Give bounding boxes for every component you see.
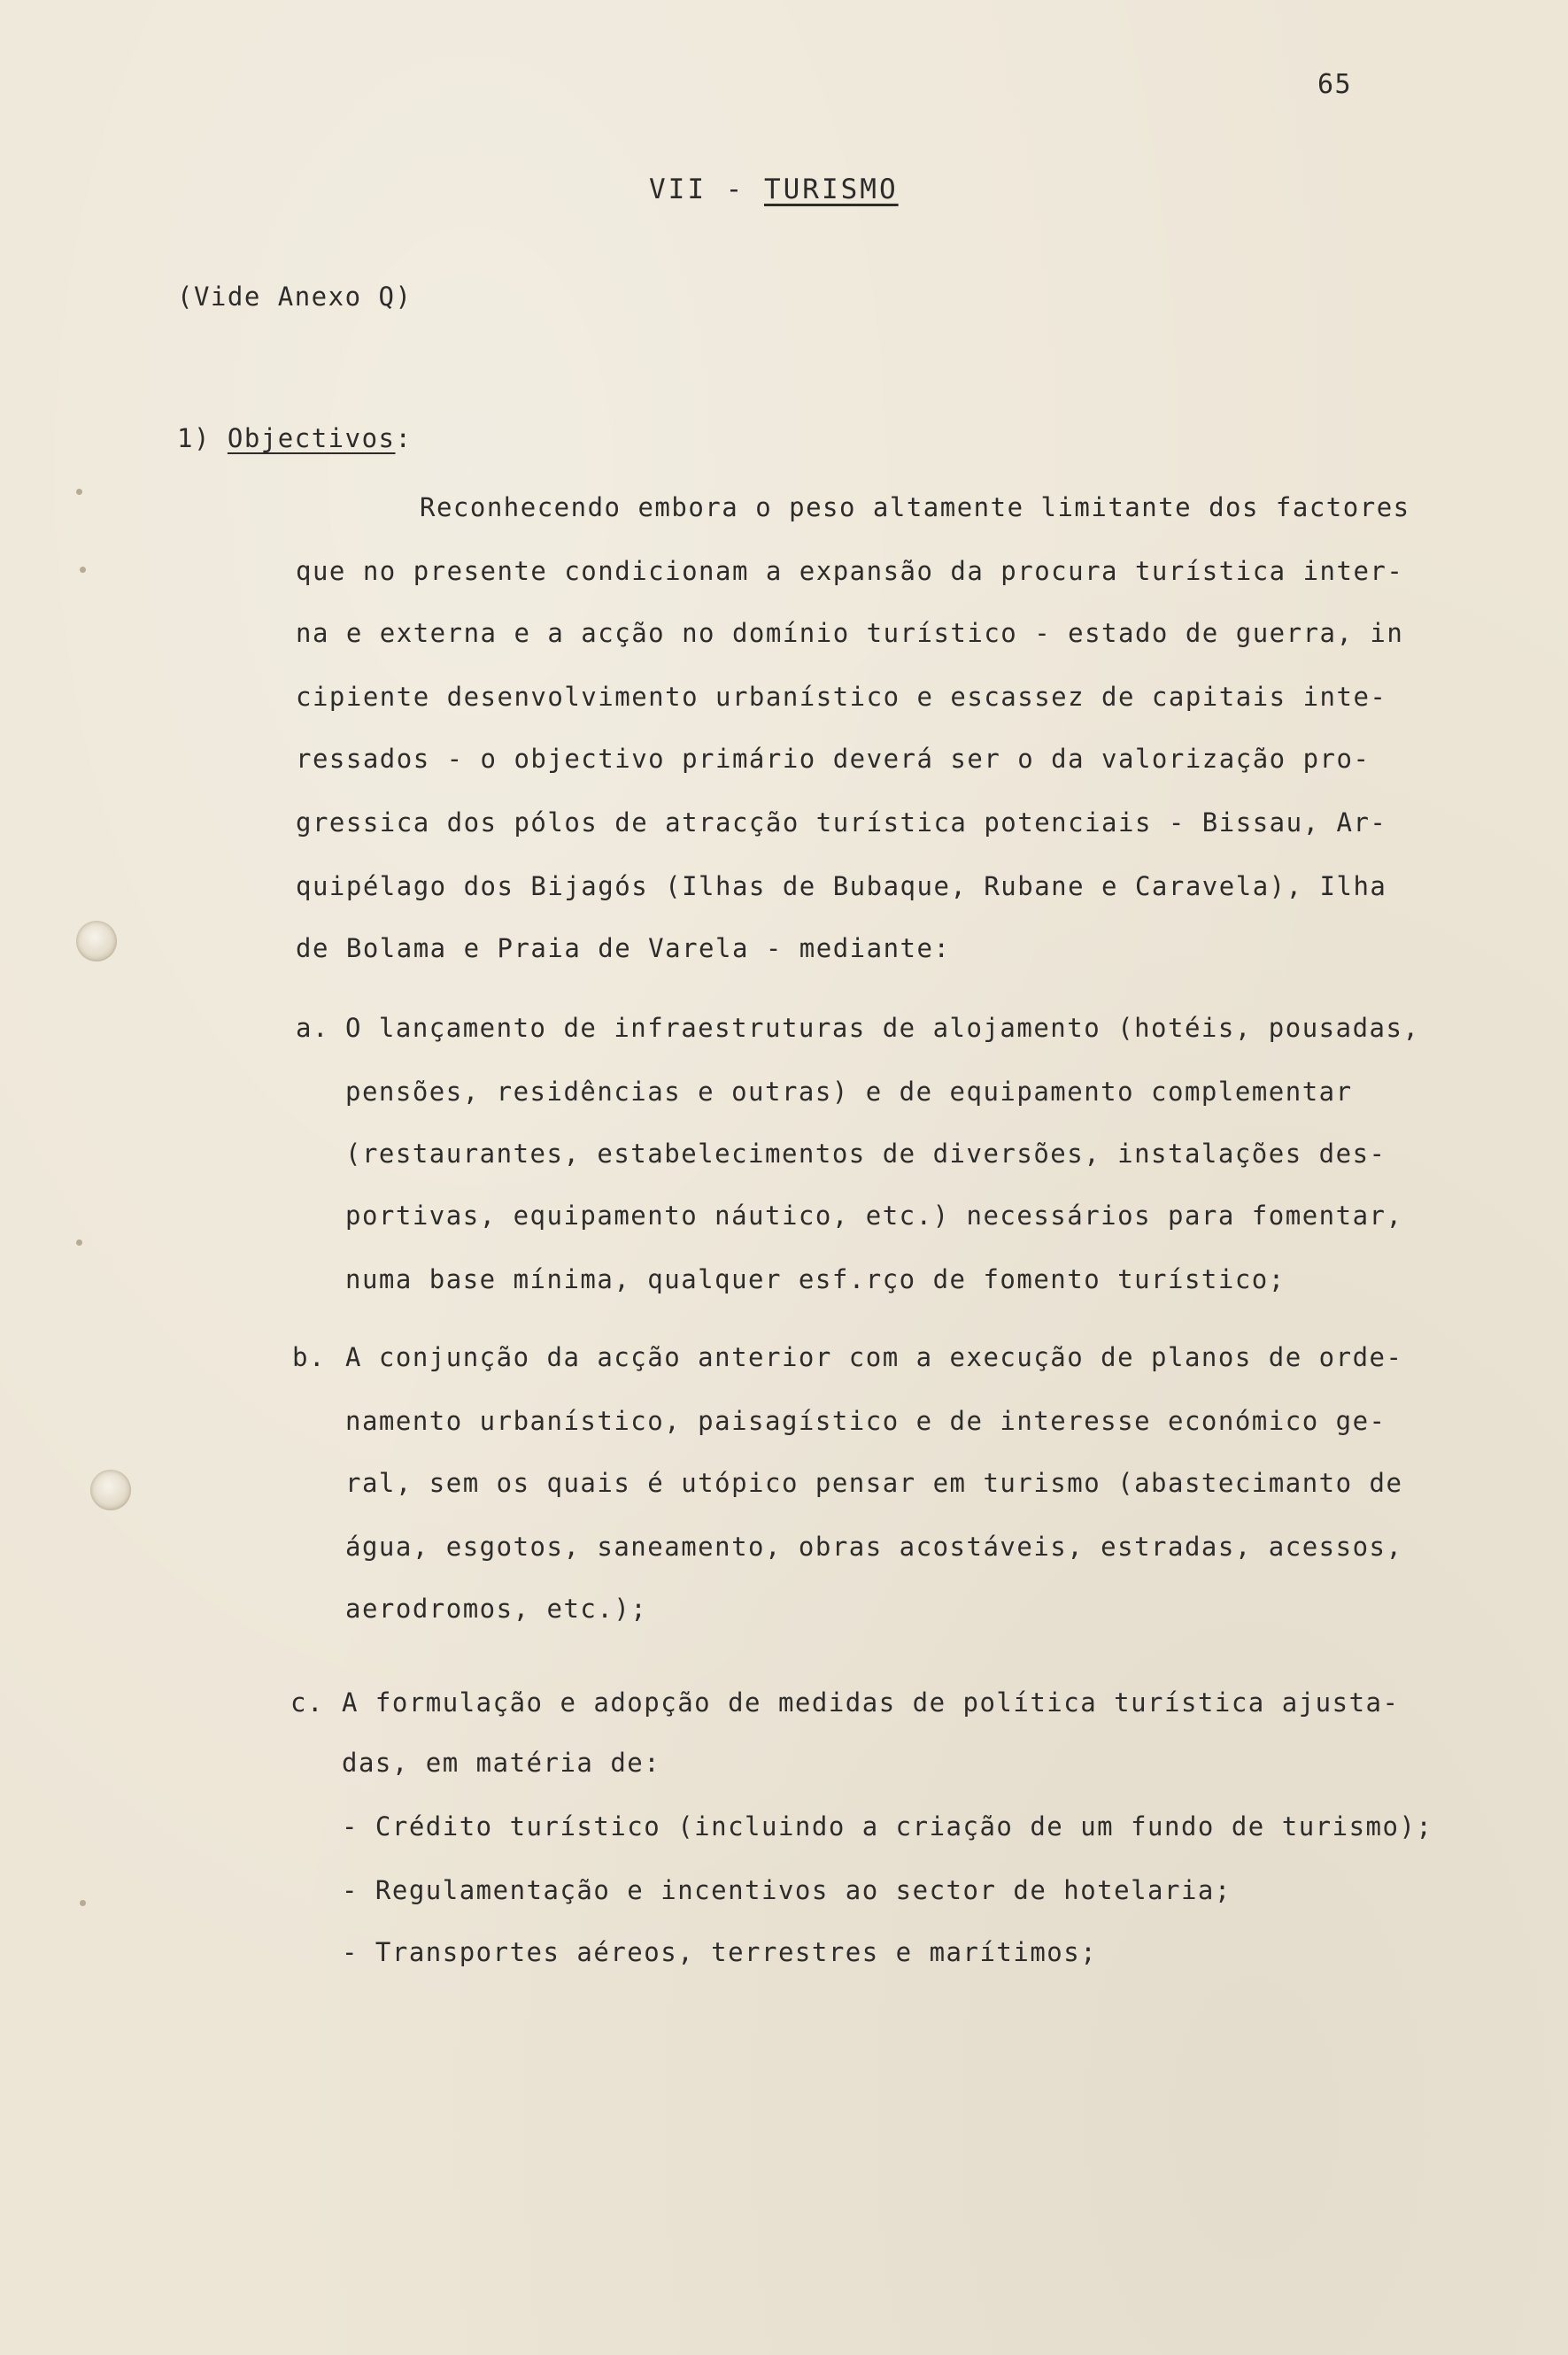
list-item-line: numa base mínima, qualquer esf.rço de fomento turístico;: [345, 1264, 1286, 1294]
list-marker: c.: [290, 1687, 324, 1718]
subsection-label: Objectivos: [227, 423, 396, 453]
list-item-line: pensões, residências e outras) e de equipamento complementar: [345, 1077, 1353, 1107]
subsection-colon: :: [395, 423, 413, 453]
paragraph-line: cipiente desenvolvimento urbanístico e escassez de capitais inte-: [296, 682, 1387, 712]
list-item-line: O lançamento de infraestruturas de alojamento (hotéis, pousadas,: [345, 1013, 1420, 1043]
paragraph-line: gressica dos pólos de atracção turística potenciais - Bissau, Ar-: [296, 807, 1387, 838]
list-marker: a.: [296, 1013, 329, 1043]
section-title: [649, 174, 899, 205]
list-item-line: portivas, equipamento náutico, etc.) necessários para fomentar,: [345, 1201, 1403, 1231]
annex-reference: (Vide Anexo Q): [177, 282, 413, 312]
paper-speck: [80, 1900, 86, 1906]
bullet-item: - Regulamentação e incentivos ao sector de hotelaria;: [342, 1875, 1232, 1905]
list-item-line: namento urbanístico, paisagístico e de interesse económico ge-: [345, 1406, 1386, 1436]
punch-hole: [90, 1470, 131, 1510]
paragraph-line: que no presente condicionam a expansão da procura turística inter-: [296, 556, 1404, 586]
paragraph-line: quipélago dos Bijagós (Ilhas de Bubaque, Rubane e Caravela), Ilha: [296, 871, 1387, 901]
paper-speck: [80, 567, 86, 573]
section-prefix: VII -: [649, 174, 764, 205]
punch-hole: [76, 921, 117, 961]
bullet-item: - Crédito turístico (incluindo a criação de um fundo de turismo);: [342, 1811, 1433, 1842]
list-item-line: A conjunção da acção anterior com a execução de planos de orde-: [345, 1342, 1403, 1372]
list-item-line: ral, sem os quais é utópico pensar em turismo (abastecimanto de: [345, 1468, 1403, 1498]
paragraph-line: na e externa e a acção no domínio turístico - estado de guerra, in: [296, 618, 1404, 648]
list-item-line: das, em matéria de:: [342, 1748, 661, 1778]
paragraph-line: Reconhecendo embora o peso altamente limitante dos factores: [420, 492, 1410, 522]
paragraph-line: de Bolama e Praia de Varela - mediante:: [296, 933, 951, 963]
list-item-line: aerodromos, etc.);: [345, 1594, 648, 1624]
page-number: 65: [1317, 69, 1353, 100]
paper-speck: [76, 489, 82, 495]
list-item-line: água, esgotos, saneamento, obras acostáveis, estradas, acessos,: [345, 1532, 1403, 1562]
paper-speck: [76, 1239, 82, 1246]
list-item-line: A formulação e adopção de medidas de política turística ajusta-: [342, 1687, 1400, 1718]
subsection-number: 1): [177, 423, 211, 453]
list-marker: b.: [292, 1342, 326, 1372]
list-item-line: (restaurantes, estabelecimentos de diversões, instalações des-: [345, 1139, 1386, 1169]
bullet-item: - Transportes aéreos, terrestres e marítimos;: [342, 1937, 1098, 1967]
section-name: TURISMO: [763, 174, 899, 205]
subsection-heading: [177, 423, 412, 453]
paragraph-line: ressados - o objectivo primário deverá ser o da valorização pro-: [296, 744, 1371, 774]
